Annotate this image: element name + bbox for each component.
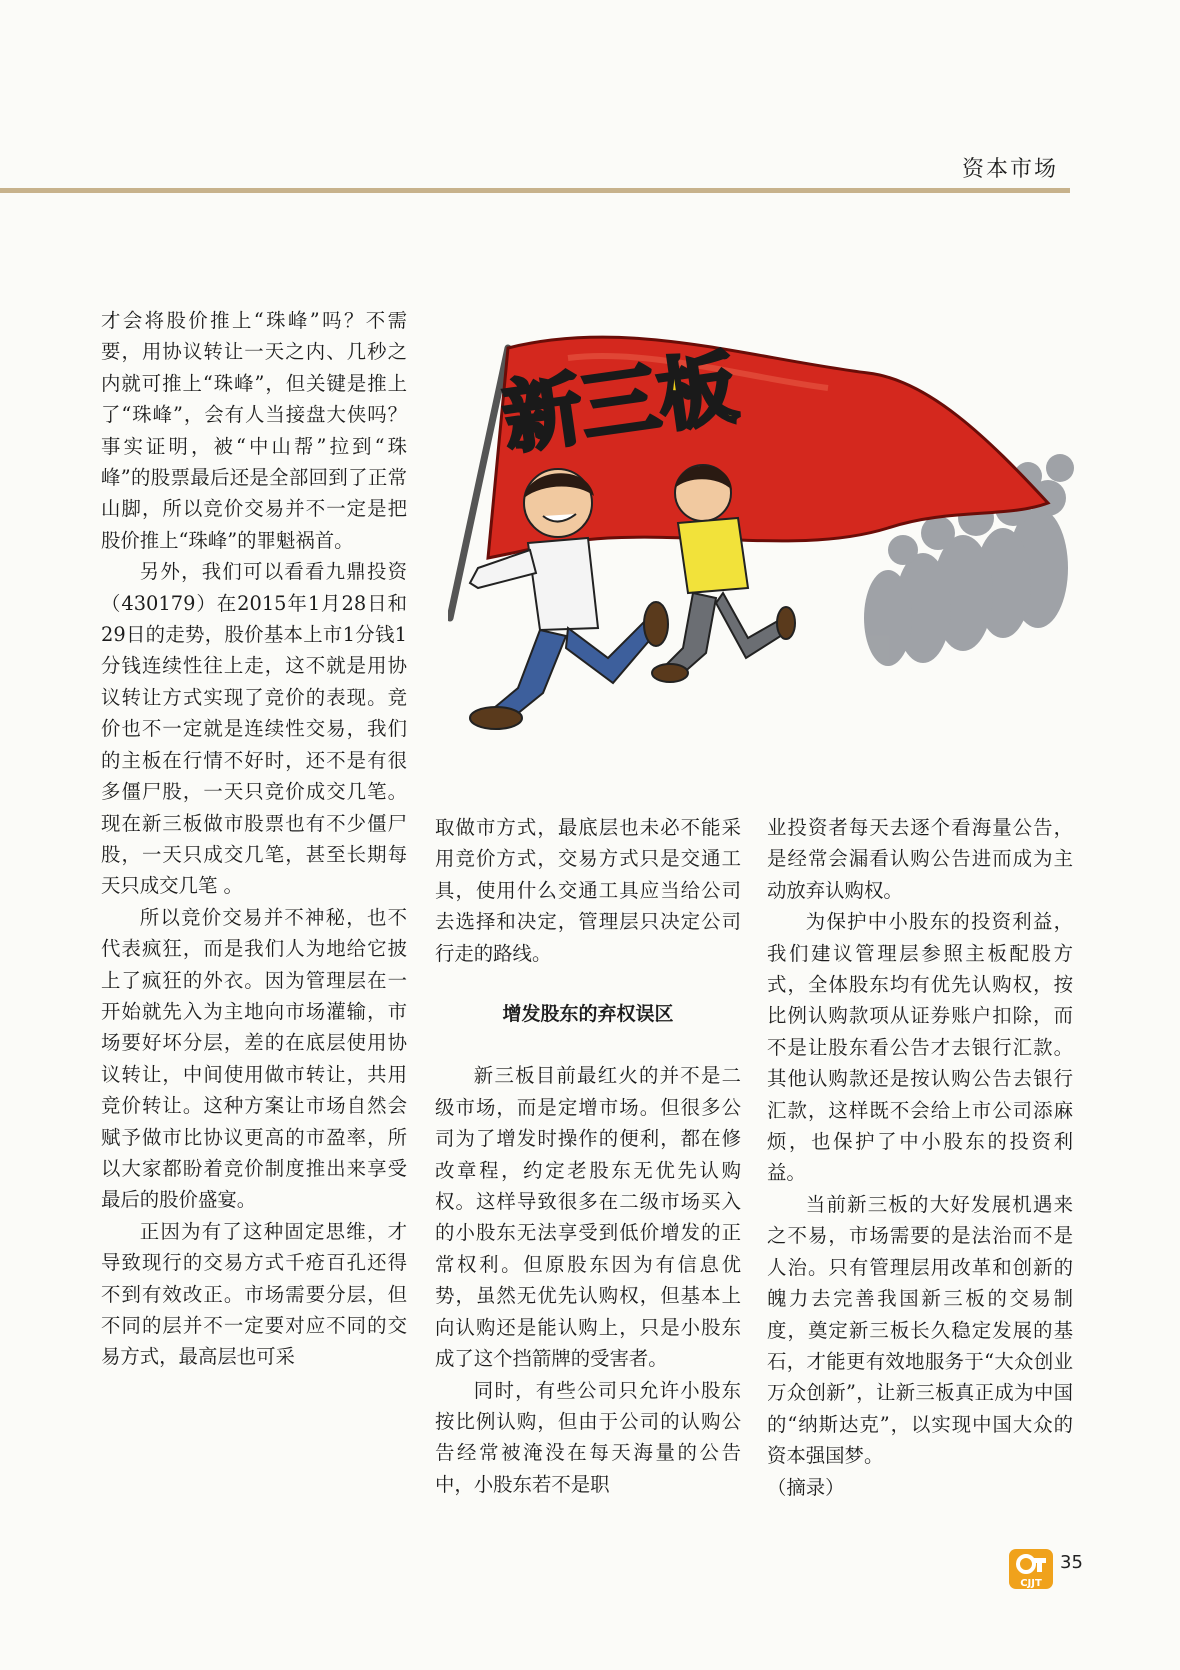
paragraph: 为保护中小股东的投资利益，我们建议管理层参照主板配股方式，全体股东均有优先认购权，按比例认购款项从证券账户扣除，而不是让股东看公告才去银行汇款。其他认购款还是按认购公告去银行汇款，这样既不会给上市公司添麻烦，也保护了中小股东的投资利益。 [767, 910, 1073, 1185]
flag-text: 新三板 [498, 343, 743, 465]
section-heading: 增发股东的弃权误区 [502, 1003, 674, 1026]
article-column-2 [435, 812, 741, 1500]
magazine-logo-icon [1008, 1548, 1054, 1590]
paragraph: 才会将股价推上“珠峰”吗？不需要，用协议转让一天之内、几秒之内就可推上“珠峰”，但关键是推上了“珠峰”，会有人当接盘大侠吗？事实证明，被“中山帮”拉到“珠峰”的股票最后还是全部回到了正常山脚，所以竞价交易并不一定是把股价推上“珠峰”的罪魁祸首。 [101, 309, 407, 552]
paragraph: 正因为有了这种固定思维，才导致现行的交易方式千疮百孔还得不到有效改正。市场需要分层，但不同的层并不一定要对应不同的交易方式，最高层也可采 [101, 1219, 407, 1369]
article-column-1 [101, 305, 407, 1373]
paragraph: 业投资者每天去逐个看海量公告，是经常会漏看认购公告进而成为主动放弃认购权。 [767, 816, 1073, 902]
paragraph: 取做市方式，最底层也未必不能采用竞价方式，交易方式只是交通工具，使用什么交通工具应当给公司去选择和决定，管理层只决定公司行走的路线。 [435, 816, 741, 965]
header-rule [0, 188, 1070, 193]
section-title: 资本市场 [961, 157, 1058, 182]
page-number: 35 [1060, 1552, 1083, 1573]
article-column-3 [767, 812, 1073, 1503]
paragraph: 当前新三板的大好发展机遇来之不易，市场需要的是法治而不是人治。只有管理层用改革和创新的魄力去完善我国新三板的交易制度，奠定新三板长久稳定发展的基石，才能更有效地服务于“大众创业万众创新”，让新三板真正成为中国的“纳斯达克”，以实现中国大众的资本强国梦。 [767, 1192, 1073, 1468]
cartoon-illustration [448, 318, 1078, 758]
paragraph: 另外，我们可以看看九鼎投资（430179）在2015年1月28日和29日的走势，股价基本上市1分钱1分钱连续性往上走，这不就是用协议转让方式实现了竞价的表现。竞价也不一定就是连续性交易，我们的主板在行情不好时，还不是有很多僵尸股，一天只竞价成交几笔。现在新三板做市股票也有不少僵尸股，一天只成交几笔，甚至长期每天只成交几笔 。 [101, 560, 407, 898]
paragraph: 所以竞价交易并不神秘，也不代表疯狂，而是我们人为地给它披上了疯狂的外衣。因为管理层在一开始就先入为主地向市场灌输，市场要好坏分层，差的在底层使用协议转让，中间使用做市转让，共用竞价转让。这种方案让市场自然会赋予做市比协议更高的市盈率，所以大家都盼着竞价制度推出来享受最后的股价盛宴。 [101, 905, 407, 1212]
paragraph: 新三板目前最红火的并不是二级市场，而是定增市场。但很多公司为了增发时操作的便利，都在修改章程，约定老股东无优先认购权。这样导致很多在二级市场买入的小股东无法享受到低价增发的正常权利。但原股东因为有信息优势，虽然无优先认购权，但基本上向认购还是能认购上，只是小股东成了这个挡箭牌的受害者。 [435, 1064, 741, 1371]
paragraph: 同时，有些公司只允许小股东按比例认购，但由于公司的认购公告经常被淹没在每天海量的公告中，小股东若不是职 [435, 1378, 741, 1496]
logo-text: CJJT [1020, 1578, 1042, 1589]
excerpt-note: （摘录） [767, 1475, 845, 1499]
